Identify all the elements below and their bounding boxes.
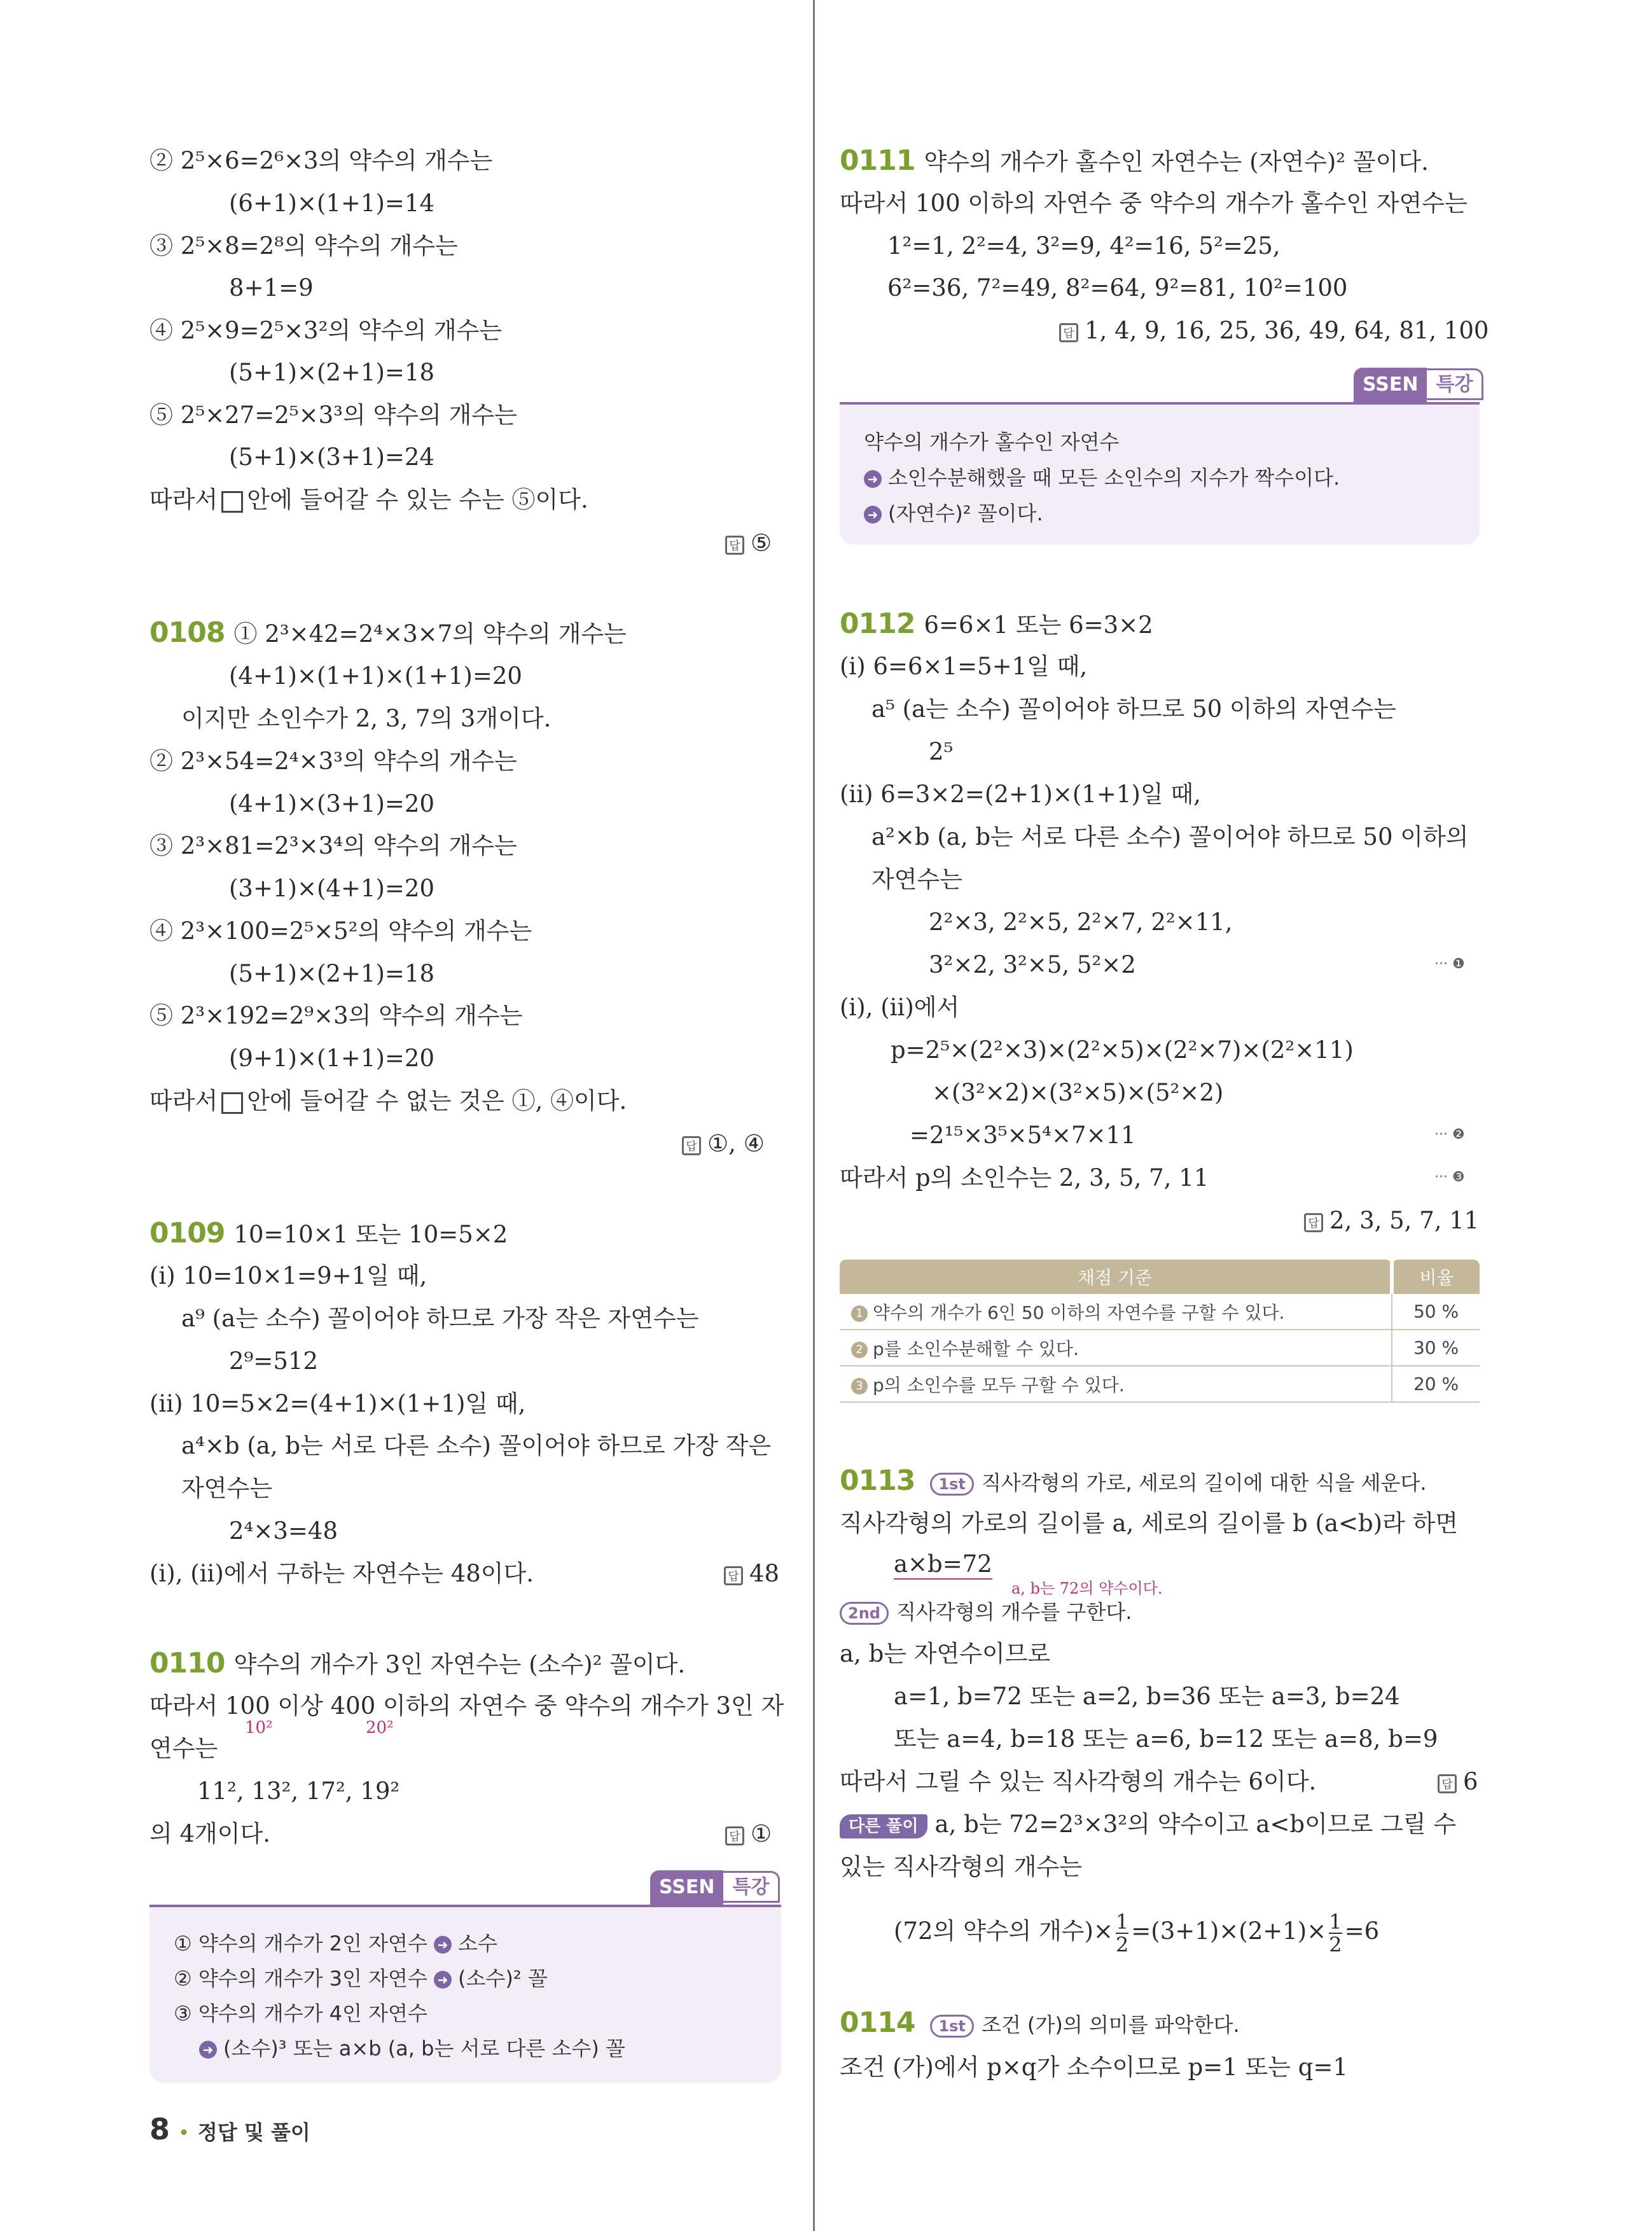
step-line: 2nd 직사각형의 개수를 구한다. bbox=[840, 1595, 1132, 1628]
line: a⁵ (a는 소수) 꼴이어야 하므로 50 이하의 자연수는 bbox=[871, 695, 1396, 723]
line: =2¹⁵×3⁵×5⁴×7×11 bbox=[910, 1122, 1136, 1149]
column-divider bbox=[813, 0, 815, 2231]
note: a, b는 72의 약수이다. bbox=[1011, 1580, 1163, 1597]
line: ④ 2⁵×9=2⁵×3²의 약수의 개수는 bbox=[149, 317, 503, 344]
line: 조건 (가)에서 p×q가 소수이므로 p=1 또는 q=1 bbox=[840, 2054, 1348, 2081]
problem-0113-first: 0113 1st 직사각형의 가로, 세로의 길이에 대한 식을 세운다. bbox=[840, 1464, 1427, 1497]
problem-number: 0113 bbox=[840, 1464, 915, 1497]
line: 8+1=9 bbox=[229, 274, 314, 302]
problem-0109-first: 0109 10=10×1 또는 10=5×2 bbox=[149, 1217, 508, 1249]
table-row: 2 p를 소인수분해할 수 있다. 30 % bbox=[840, 1330, 1480, 1366]
line: ③ 2³×81=2³×3⁴의 약수의 개수는 bbox=[149, 832, 517, 859]
conclusion: 따라서 안에 들어갈 수 있는 수는 ⑤이다. bbox=[149, 486, 588, 513]
tip-line: ➜ (소수)³ 또는 a×b (a, b는 서로 다른 소수) 꼴 bbox=[199, 2033, 625, 2062]
line: (3+1)×(4+1)=20 bbox=[229, 875, 434, 902]
line: (i), (ii)에서 bbox=[840, 994, 960, 1021]
line: 따라서 그릴 수 있는 직사각형의 개수는 6이다. bbox=[840, 1768, 1317, 1795]
answer-icon: 답 bbox=[1438, 1774, 1457, 1793]
arrow-icon: ➜ bbox=[864, 470, 882, 488]
answer-icon: 답 bbox=[1059, 323, 1078, 342]
tip-box bbox=[840, 402, 1480, 545]
arrow-icon: ➜ bbox=[434, 1936, 452, 1954]
answer-icon: 답 bbox=[682, 1136, 701, 1155]
line: a, b는 자연수이므로 bbox=[840, 1640, 1051, 1667]
line: 3²×2, 3²×5, 5²×2 bbox=[929, 951, 1136, 978]
problem-0112-first: 0112 6=6×1 또는 6=3×2 bbox=[840, 608, 1153, 640]
line: (6+1)×(1+1)=14 bbox=[229, 190, 434, 217]
footer-text: 정답 및 풀이 bbox=[197, 2120, 310, 2144]
line: (i) 10=10×1=9+1일 때, bbox=[149, 1262, 427, 1289]
answer-icon: 답 bbox=[725, 1826, 744, 1845]
line: 의 4개이다. bbox=[149, 1820, 271, 1847]
blank-box bbox=[221, 1092, 243, 1114]
line: 2⁴×3=48 bbox=[229, 1517, 338, 1545]
problem-0111-first: 0111 약수의 개수가 홀수인 자연수는 (자연수)² 꼴이다. bbox=[840, 144, 1429, 177]
line: (5+1)×(2+1)=18 bbox=[229, 960, 434, 987]
line: a×b=72 bbox=[894, 1550, 992, 1580]
line: (5+1)×(2+1)=18 bbox=[229, 359, 434, 386]
line: (9+1)×(1+1)=20 bbox=[229, 1045, 434, 1072]
note: 20² bbox=[366, 1718, 394, 1737]
page-footer bbox=[149, 2112, 310, 2146]
step-mark: ··· ❶ bbox=[1434, 956, 1465, 972]
line: (i), (ii)에서 구하는 자연수는 48이다. bbox=[149, 1560, 534, 1587]
line: ③ 2⁵×8=2⁸의 약수의 개수는 bbox=[149, 232, 458, 260]
alt-solution: 다른 풀이 a, b는 72=2³×3²의 약수이고 a<b이므로 그릴 수 bbox=[840, 1809, 1456, 1840]
line: (ii) 10=5×2=(4+1)×(1+1)일 때, bbox=[149, 1390, 526, 1417]
fraction: $\frac{1}{2}$ bbox=[1115, 1909, 1129, 1957]
line: 2⁵ bbox=[929, 738, 954, 765]
line: ② 2³×54=2⁴×3³의 약수의 개수는 bbox=[149, 747, 517, 775]
line: 11², 13², 17², 19² bbox=[197, 1777, 400, 1805]
step-badge: 1st bbox=[930, 2015, 973, 2038]
step-badge: 1st bbox=[930, 1473, 973, 1496]
line: 따라서 100 이하의 자연수 중 약수의 개수가 홀수인 자연수는 bbox=[840, 190, 1468, 217]
page-number: 8 bbox=[149, 2112, 170, 2146]
line: (4+1)×(3+1)=20 bbox=[229, 790, 434, 817]
arrow-icon: ➜ bbox=[864, 506, 882, 524]
line: 직사각형의 가로의 길이를 a, 세로의 길이를 b (a<b)라 하면 bbox=[840, 1510, 1459, 1537]
answer-icon: 답 bbox=[1304, 1213, 1323, 1232]
line: (ii) 6=3×2=(2+1)×(1+1)일 때, bbox=[840, 781, 1201, 808]
fraction: $\frac{1}{2}$ bbox=[1329, 1909, 1342, 1957]
table-row: 1 약수의 개수가 6인 50 이하의 자연수를 구할 수 있다. 50 % bbox=[840, 1294, 1480, 1330]
grading-table bbox=[840, 1260, 1480, 1403]
answer: 답 ① bbox=[725, 1818, 772, 1850]
tip-line: ② 약수의 개수가 3인 자연수 ➜ (소수)² 꼴 bbox=[174, 1966, 548, 1991]
line: a⁹ (a는 소수) 꼴이어야 하므로 가장 작은 자연수는 bbox=[181, 1305, 699, 1332]
line: 연수는 bbox=[149, 1735, 218, 1762]
answer: 답 ⑤ bbox=[725, 527, 772, 559]
answer-icon: 답 bbox=[725, 536, 744, 555]
fraction-line: (72의 약수의 개수)× $\frac{1}{2}$ =(3+1)×(2+1)× $\frac{1}{2}$ =6 bbox=[894, 1909, 1380, 1957]
conclusion: 따라서 안에 들어갈 수 없는 것은 ①, ④이다. bbox=[149, 1087, 627, 1115]
line: 1²=1, 2²=4, 3²=9, 4²=16, 5²=25, bbox=[887, 232, 1281, 260]
ssen-badge: SSEN 특강 bbox=[650, 1870, 780, 1905]
problem-number: 0112 bbox=[840, 608, 915, 640]
arrow-icon: ➜ bbox=[434, 1971, 452, 1989]
bullet: • bbox=[178, 2122, 190, 2144]
problem-number: 0109 bbox=[149, 1217, 225, 1249]
problem-0114-first: 0114 1st 조건 (가)의 의미를 파악한다. bbox=[840, 2006, 1240, 2039]
answer: 답 ①, ④ bbox=[682, 1128, 765, 1160]
problem-number: 0108 bbox=[149, 616, 225, 649]
step-badge: 2nd bbox=[840, 1602, 889, 1625]
answer: 답 2, 3, 5, 7, 11 bbox=[1304, 1205, 1479, 1237]
line: a=1, b=72 또는 a=2, b=36 또는 a=3, b=24 bbox=[894, 1683, 1400, 1710]
table-header: 비율 bbox=[1392, 1260, 1480, 1294]
answer-icon: 답 bbox=[724, 1566, 743, 1585]
tip-line: ① 약수의 개수가 2인 자연수 ➜ 소수 bbox=[174, 1931, 497, 1956]
tip-line: ③ 약수의 개수가 4인 자연수 bbox=[174, 2001, 427, 2026]
line: 이지만 소인수가 2, 3, 7의 3개이다. bbox=[181, 705, 552, 732]
line: 있는 직사각형의 개수는 bbox=[840, 1853, 1082, 1880]
line: a⁴×b (a, b는 서로 다른 소수) 꼴이어야 하므로 가장 작은 bbox=[181, 1432, 772, 1459]
line: 자연수는 bbox=[871, 866, 962, 893]
line: (5+1)×(3+1)=24 bbox=[229, 443, 434, 471]
line: ⑤ 2³×192=2⁹×3의 약수의 개수는 bbox=[149, 1002, 523, 1029]
line: ② 2⁵×6=2⁶×3의 약수의 개수는 bbox=[149, 147, 493, 174]
line: 2⁹=512 bbox=[229, 1347, 318, 1375]
line: a²×b (a, b는 서로 다른 소수) 꼴이어야 하므로 50 이하의 bbox=[871, 823, 1469, 851]
line: 자연수는 bbox=[181, 1475, 272, 1502]
line: (i) 6=6×1=5+1일 때, bbox=[840, 653, 1088, 680]
arrow-icon: ➜ bbox=[199, 2041, 217, 2059]
problem-0110-first: 0110 약수의 개수가 3인 자연수는 (소수)² 꼴이다. bbox=[149, 1647, 686, 1679]
problem-number: 0114 bbox=[840, 2006, 915, 2039]
alt-solution-badge: 다른 풀이 bbox=[840, 1814, 927, 1838]
line: 6²=36, 7²=49, 8²=64, 9²=81, 10²=100 bbox=[887, 274, 1348, 302]
answer: 답 6 bbox=[1438, 1766, 1478, 1798]
line: 또는 a=4, b=18 또는 a=6, b=12 또는 a=8, b=9 bbox=[894, 1725, 1438, 1753]
tip-line: 약수의 개수가 홀수인 자연수 bbox=[864, 430, 1120, 454]
problem-number: 0111 bbox=[840, 144, 915, 177]
table-row: 3 p의 소인수를 모두 구할 수 있다. 20 % bbox=[840, 1366, 1480, 1402]
problem-number: 0110 bbox=[149, 1647, 225, 1679]
step-mark: ··· ❸ bbox=[1434, 1169, 1465, 1185]
line: (4+1)×(1+1)×(1+1)=20 bbox=[229, 662, 522, 690]
line: ⑤ 2⁵×27=2⁵×3³의 약수의 개수는 bbox=[149, 401, 517, 429]
answer: 답 1, 4, 9, 16, 25, 36, 49, 64, 81, 100 bbox=[1059, 315, 1489, 347]
answer: 답 48 bbox=[724, 1558, 779, 1590]
note: 10² bbox=[245, 1718, 273, 1737]
line: 2²×3, 2²×5, 2²×7, 2²×11, bbox=[929, 908, 1233, 936]
step-mark: ··· ❷ bbox=[1434, 1127, 1465, 1143]
problem-0108-first: 0108 ① 2³×42=2⁴×3×7의 약수의 개수는 bbox=[149, 616, 627, 649]
blank-box bbox=[221, 491, 243, 513]
line: 따라서 p의 소인수는 2, 3, 5, 7, 11 bbox=[840, 1164, 1209, 1192]
table-header: 채점 기준 bbox=[840, 1260, 1392, 1294]
line: 따라서 100 이상 400 이하의 자연수 중 약수의 개수가 3인 자 bbox=[149, 1692, 784, 1720]
line: ×(3²×2)×(3²×5)×(5²×2) bbox=[932, 1079, 1224, 1106]
ssen-badge: SSEN 특강 bbox=[1354, 368, 1483, 402]
tip-line: ➜ (자연수)² 꼴이다. bbox=[864, 497, 1043, 527]
line: p=2⁵×(2²×3)×(2²×5)×(2²×7)×(2²×11) bbox=[891, 1036, 1354, 1064]
tip-box bbox=[149, 1905, 781, 2083]
tip-line: ➜ 소인수분해했을 때 모든 소인수의 지수가 짝수이다. bbox=[864, 462, 1340, 491]
line: ④ 2³×100=2⁵×5²의 약수의 개수는 bbox=[149, 917, 532, 945]
